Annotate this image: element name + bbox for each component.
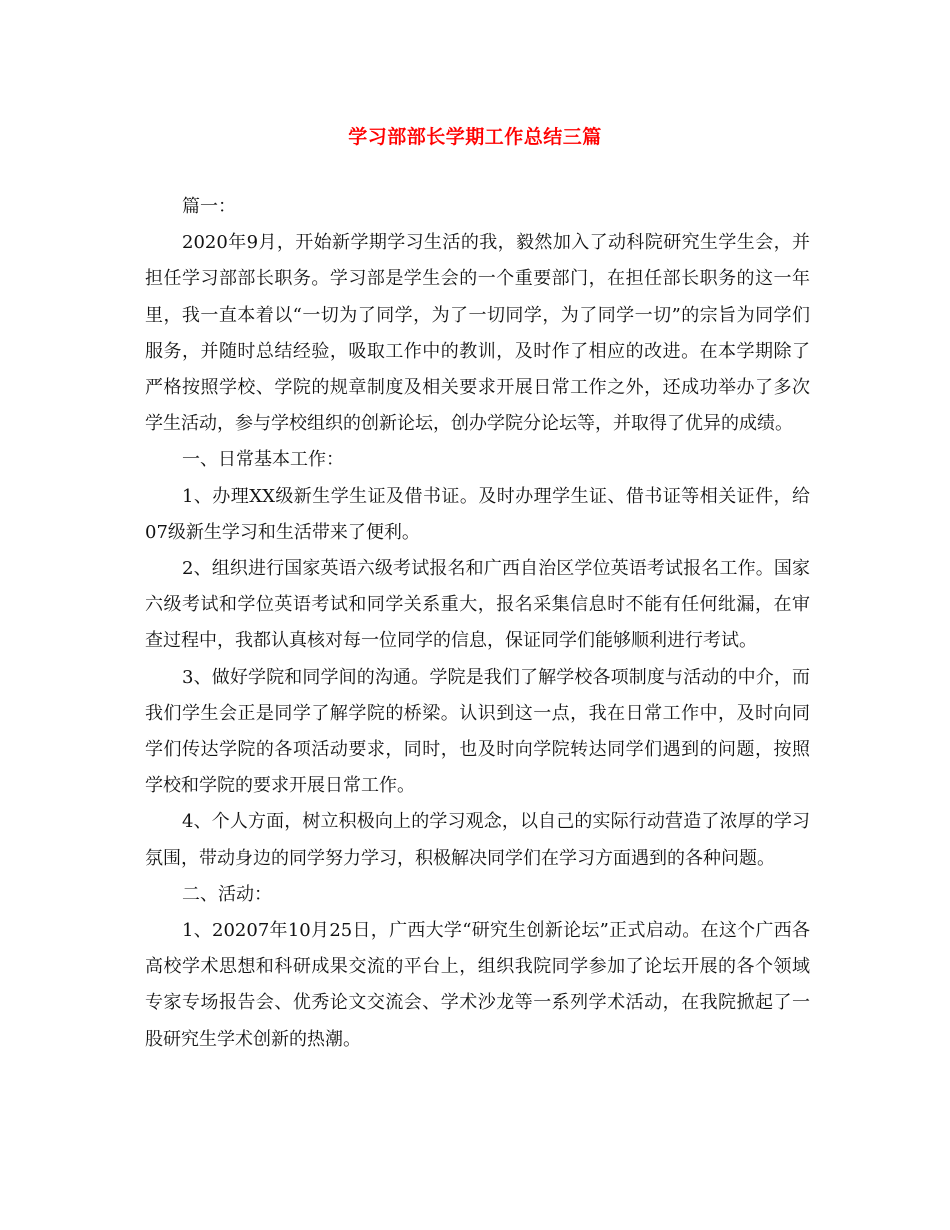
paragraph-heading-activities: 二、活动： [182, 883, 272, 905]
paragraph-item: 4、个人方面，树立积极向上的学习观念，以自己的实际行动营造了浓厚的学习氛围，带动身边的同学努力学习，积极解决同学们在学习方面遇到的各种问题。 [145, 811, 810, 869]
paragraph-section-label: 篇一： [182, 196, 236, 217]
document-body [145, 189, 810, 1058]
paragraph-item: 2、组织进行国家英语六级考试报名和广西自治区学位英语考试报名工作。国家六级考试和学位英语考试和同学关系重大，报名采集信息时不能有任何纰漏，在审查过程中，我都认真核对每一位同学的信息，保证同学们能够顺利进行考试。 [145, 558, 810, 652]
paragraph-item: 1、办理XX级新生学生证及借书证。及时办理学生证、借书证等相关证件，给07级新生学习和生活带来了便利。 [145, 485, 810, 543]
paragraph-item: 3、做好学院和同学间的沟通。学院是我们了解学校各项制度与活动的中介，而我们学生会正是同学了解学院的桥梁。认识到这一点，我在日常工作中，及时向同学们传达学院的各项活动要求，同时，也及时向学院转达同学们遇到的问题，按照学校和学院的要求开展日常工作。 [145, 666, 810, 797]
paragraph-intro: 2020年9月，开始新学期学习生活的我，毅然加入了动科院研究生学生会，并担任学习部部长职务。学习部是学生会的一个重要部门，在担任部长职务的这一年里，我一直本着以“一切为了同学，为了一切同学，为了同学一切”的宗旨为同学们服务，并随时总结经验，吸取工作中的教训，及时作了相应的改进。在本学期除了严格按照学校、学院的规章制度及相关要求开展日常工作之外，还成功举办了多次学生活动，参与学校组织的创新论坛，创办学院分论坛等，并取得了优异的成绩。 [145, 232, 810, 435]
paragraph-heading-daily-work: 一、日常基本工作： [182, 449, 344, 471]
document-title: 学习部部长学期工作总结三篇 [348, 126, 602, 148]
paragraph-item: 1、20207年10月25日，广西大学“研究生创新论坛”正式启动。在这个广西各高校学术思想和科研成果交流的平台上，组织我院同学参加了论坛开展的各个领域专家专场报告会、优秀论文交流会、学术沙龙等一系列学术活动，在我院掀起了一股研究生学术创新的热潮。 [145, 920, 810, 1050]
